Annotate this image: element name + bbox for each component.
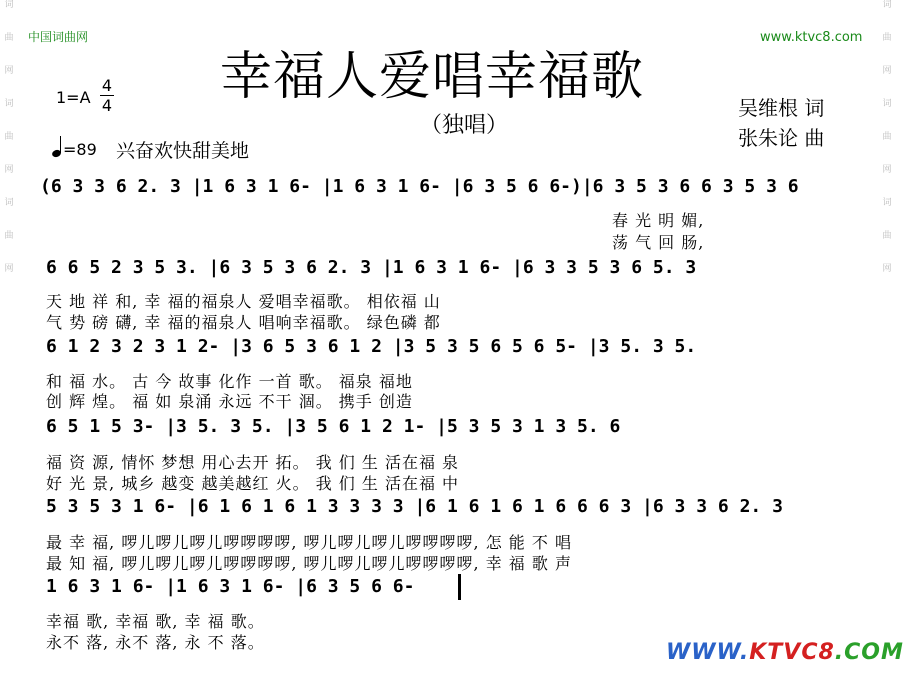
key-signature: 1=A bbox=[56, 88, 91, 107]
lyrics-line-4-verse-2: 好 光 景, 城乡 越变 越美越红 火。 我 们 生 活在福 中 bbox=[46, 474, 460, 493]
time-signature-bottom: 4 bbox=[101, 96, 113, 115]
lyrics-line-2-verse-2: 气 势 磅 礴, 幸 福的福泉人 唱响幸福歌。 绿色磷 都 bbox=[46, 313, 441, 332]
lyrics-line-3-verse-2: 创 辉 煌。 福 如 泉涌 永远 不干 涸。 携手 创造 bbox=[46, 392, 413, 411]
tempo-value: =89 bbox=[63, 140, 97, 159]
song-subtitle: （独唱） bbox=[420, 113, 509, 138]
lyrics-line-5-verse-1: 最 幸 福, 啰儿啰儿啰儿啰啰啰啰, 啰儿啰儿啰儿啰啰啰啰, 怎 能 不 唱 bbox=[46, 533, 572, 552]
logo-part-brand: KTVC8 bbox=[749, 640, 835, 665]
lyrics-line-5-verse-2: 最 知 福, 啰儿啰儿啰儿啰啰啰啰, 啰儿啰儿啰儿啰啰啰啰, 幸 福 歌 声 bbox=[46, 554, 572, 573]
tempo-marking bbox=[52, 136, 97, 159]
lyrics-line-4-verse-1: 福 资 源, 情怀 梦想 用心去开 拓。 我 们 生 活在福 泉 bbox=[46, 453, 460, 472]
lyrics-line-3-verse-1: 和 福 水。 古 今 故事 化作 一首 歌。 福泉 福地 bbox=[46, 372, 413, 391]
logo-part-www: WWW. bbox=[666, 640, 750, 665]
time-signature-top: 4 bbox=[101, 76, 113, 95]
site-logo-watermark bbox=[666, 640, 904, 665]
lyrics-line-6-verse-2: 永不 落, 永不 落, 永 不 落。 bbox=[46, 633, 265, 652]
expression-marking: 兴奋欢快甜美地 bbox=[116, 140, 250, 162]
score-line-1: (6 3 3 6 2. 3 |1 6 3 1 6- |1 6 3 1 6- |6 3 5 6 6-)|6 3 5 3 6 6 3 5 3 6 bbox=[40, 176, 799, 197]
score-line-5: 5 3 5 3 1 6- |6 1 6 1 6 1 3 3 3 3 |6 1 6 1 6 1 6 6 6 3 |6 3 3 6 2. 3 bbox=[46, 496, 783, 517]
right-border-watermark: 词 曲 网 词 曲 网 词 曲 网 bbox=[882, 0, 892, 274]
quarter-note-icon bbox=[51, 149, 62, 159]
site-name-watermark: 中国词曲网 bbox=[28, 30, 89, 44]
score-line-4: 6 5 1 5 3- |3 5. 3 5. |3 5 6 1 2 1- |5 3 5 3 1 3 5. 6 bbox=[46, 416, 621, 437]
score-line-3: 6 1 2 3 2 3 1 2- |3 6 5 3 6 1 2 |3 5 3 5 6 5 6 5- |3 5. 3 5. bbox=[46, 336, 697, 357]
time-signature bbox=[100, 76, 114, 115]
score-line-2: 6 6 5 2 3 5 3. |6 3 5 3 6 2. 3 |1 6 3 1 6- |6 3 3 5 3 6 5. 3 bbox=[46, 257, 697, 278]
final-barline bbox=[458, 574, 461, 600]
composer-credit: 张朱论 曲 bbox=[738, 126, 825, 150]
song-title: 幸福人爱唱幸福歌 bbox=[220, 47, 645, 107]
lyrics-line-6-verse-1: 幸福 歌, 幸福 歌, 幸 福 歌。 bbox=[46, 612, 265, 631]
logo-part-tld: .COM bbox=[834, 640, 904, 665]
lyrics-line-1-verse-2: 荡 气 回 肠, bbox=[612, 233, 705, 252]
lyricist-credit: 吴维根 词 bbox=[738, 96, 825, 120]
score-line-6: 1 6 3 1 6- |1 6 3 1 6- |6 3 5 6 6- bbox=[46, 576, 415, 597]
left-border-watermark: 词 曲 网 词 曲 网 词 曲 网 bbox=[4, 0, 14, 274]
site-url-watermark: www.ktvc8.com bbox=[760, 30, 863, 45]
lyrics-line-1-verse-1: 春 光 明 媚, bbox=[612, 211, 705, 230]
lyrics-line-2-verse-1: 天 地 祥 和, 幸 福的福泉人 爱唱幸福歌。 相依福 山 bbox=[46, 292, 441, 311]
